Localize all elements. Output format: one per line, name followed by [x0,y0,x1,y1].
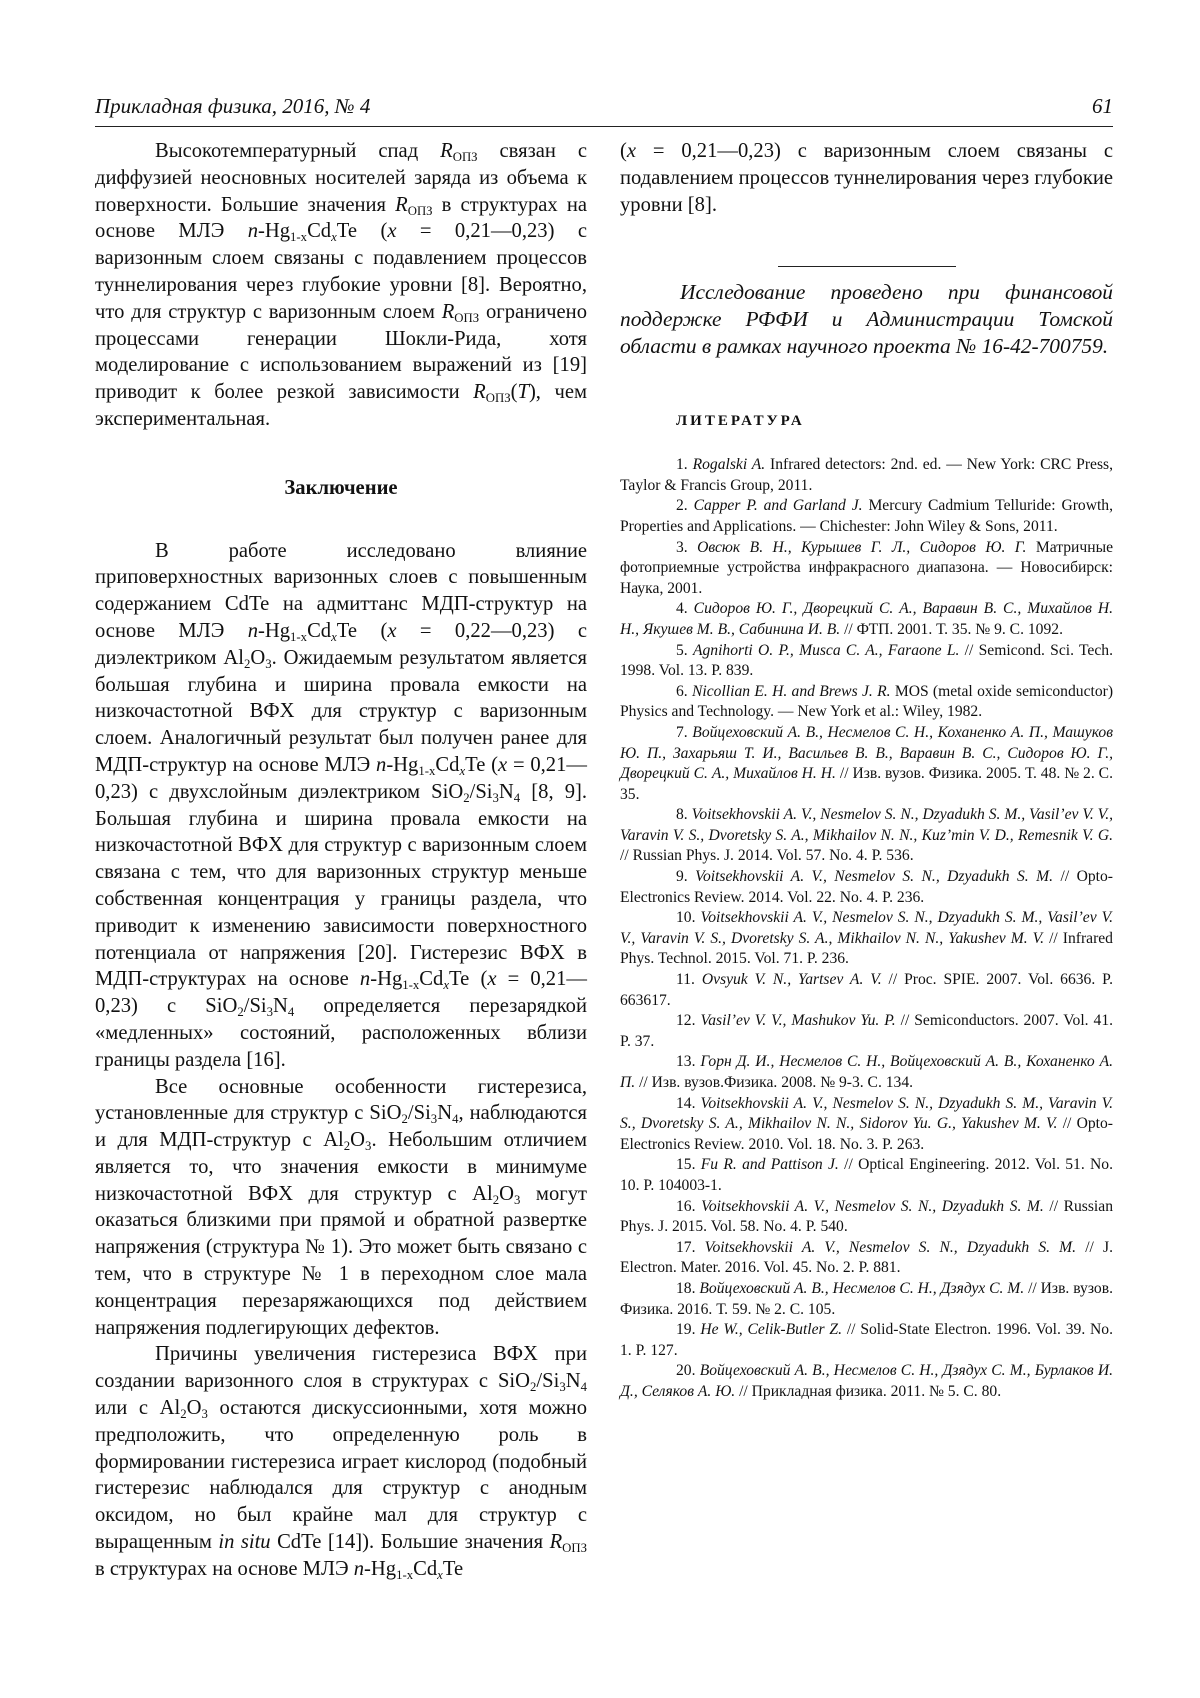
reference-number: 4. [676,600,688,618]
reference-item [620,682,1113,723]
reference-source: // Semiconductors. 2007. Vol. 41. P. 37. [620,1012,1114,1050]
page-number: 61 [1092,94,1113,118]
reference-number: 2. [676,497,688,515]
reference-item [620,641,1113,682]
reference-authors: Voitsekhovskii A. V., Nesmelov S. N., Dzyadukh S. M., Vasil’ev V. V., Varavin V. S., Dvoretsky S. A., Mikhailov N. N., Yakushev M. V. [620,909,1113,947]
reference-number: 5. [676,641,688,659]
reference-authors: Voitsekhovskii A. V., Nesmelov S. N., Dzyadukh S. M. [701,1197,1044,1215]
reference-number: 11. [676,971,695,989]
acknowledgment: Исследование проведено при финансовой поддержке РФФИ и Администрации Томской области в рамках научного проекта № 16-42-700759. [620,280,1113,359]
right-column [620,138,1113,1403]
reference-authors: Capper P. and Garland J. [693,497,863,515]
reference-source: // Optical Engineering. 2012. Vol. 51. No. 10. P. 104003-1. [620,1156,1113,1194]
paragraph: Высокотемпературный спад $R_{ОПЗ}$ связан с диффузией неосновных носителей заряда из объема к поверхности. Большие значения $R_{ОПЗ}$ в структурах на основе МЛЭ $n-Hg_{1-x}Cd_xTe$ (x = 0,21—0,23) с варизонным слоем связаны с подавлением процессов туннелирования через глубокие уровни [8]. Вероятно, что для структур с варизонным слоем $R_{ОПЗ}$ ограничено процессами генерации Шокли-Рида, хотя моделирование с использованием выражений из [19] приводит к более резкой зависимости $R_{ОПЗ}(T)$, чем экспериментальная. [95,140,588,430]
reference-source: // Solid-State Electron. 1996. Vol. 39. No. 1. P. 127. [620,1321,1113,1359]
reference-source: Матричные фотоприемные устройства инфракрасного диапазона. — Новосибирск: Наука, 2001. [620,538,1113,597]
reference-number: 20. [676,1362,696,1380]
reference-item [620,1320,1113,1361]
reference-item [620,1011,1113,1052]
reference-number: 16. [676,1197,696,1215]
references-heading: ЛИТЕРАТУРА [676,413,805,430]
reference-authors: Nicollian E. H. and Brews J. R. [692,682,891,700]
reference-number: 17. [676,1238,696,1256]
reference-source: // Infrared Phys. Technol. 2015. Vol. 71. P. 236. [620,929,1113,968]
reference-authors: Fu R. and Pattison J. [700,1156,839,1174]
reference-source: // Прикладная физика. 2011. № 5. С. 80. [739,1382,1002,1400]
reference-item [620,538,1113,600]
reference-number: 8. [676,806,688,824]
reference-authors: Vasil’ev V. V., Mashukov Yu. P. [700,1012,896,1030]
reference-item [620,805,1113,867]
reference-number: 13. [676,1053,696,1071]
reference-source: Mercury Cadmium Telluride: Growth, Properties and Applications. — Chichester: John Wiley & Sons, 2011. [620,497,1114,535]
reference-item [620,1197,1113,1238]
reference-item [620,1238,1113,1279]
reference-item [620,723,1113,805]
paragraph: Все основные особенности гистерезиса, установленные для структур с $SiO_2/Si_3N_4$, наблюдаются и для МДП-структур с $Al_2O_3$. Небольшим отличием является то, что значения емкости в минимуме низкочастотной ВФХ для структур с $Al_2O_3$ могут оказаться близкими при прямой и обратной развертке напряжения (структура № 1). Это может быть связано с тем, что в структуре № 1 в переходном слое мала концентрация перезаряжающихся под действием напряжения подлегирующих дефектов. [95,1075,588,1339]
reference-source: MOS (metal oxide semiconductor) Physics and Technology. — New York et al.: Wiley, 1982. [620,682,1114,721]
reference-source: // Изв. вузов. Физика. 2016. Т. 59. № 2. С. 105. [620,1279,1113,1318]
reference-number: 10. [676,909,696,927]
reference-authors: Сидоров Ю. Г., Дворецкий С. А., Варавин В. С., Михайлов Н. Н., Якушев М. В., Сабинина И. В. [620,600,1113,638]
reference-item [620,599,1113,640]
reference-source: // Semicond. Sci. Tech. 1998. Vol. 13. P. 839. [620,641,1113,680]
paragraph: Причины увеличения гистерезиса ВФХ при создании варизонного слоя в структурах с $SiO_2/Si_3N_4$ или с $Al_2O_3$ остаются дискуссионными, хотя можно предположить, что определенную роль в формировании гистерезиса играет кислород (подобный гистерезис наблюдался для структур с анодным оксидом, но был крайне мал для структур с выращенным in situ CdTe [14]). Большие значения $R_{ОПЗ}$ в структурах на основе МЛЭ $n-Hg_{1-x}Cd_xTe$ [95,1343,587,1582]
reference-authors: Горн Д. И., Несмелов С. Н., Войцеховский А. В., Коханенко А. П. [620,1053,1113,1091]
running-header [95,90,1113,127]
separator-line [778,266,956,267]
reference-authors: Ovsyuk V. N., Yartsev A. V. [701,971,882,989]
reference-number: 7. [676,723,688,741]
reference-source: // ФТП. 2001. Т. 35. № 9. С. 1092. [844,620,1063,638]
references-list [620,455,1113,1402]
paragraph: (x = 0,21—0,23) с варизонным слоем связаны с подавлением процессов туннелирования через глубокие уровни [8]. [620,140,1113,216]
reference-item [620,970,1113,1011]
reference-number: 18. [676,1279,696,1297]
reference-item [620,1155,1113,1196]
reference-source: // Opto-Electronics Review. 2010. Vol. 18. No. 3. P. 263. [620,1115,1114,1153]
reference-item [620,1361,1113,1402]
reference-item [620,867,1113,908]
reference-authors: Овсюк В. Н., Курышев Г. Л., Сидоров Ю. Г. [697,538,1027,556]
reference-number: 6. [676,682,688,700]
reference-authors: Voitsekhovskii A. V., Nesmelov S. N., Dzyadukh S. M. [704,1238,1077,1256]
reference-number: 9. [676,868,688,886]
reference-source: // Proc. SPIE. 2007. Vol. 6636. P. 663617. [620,971,1113,1009]
reference-number: 3. [676,538,688,556]
reference-authors: Voitsekhovskii A. V., Nesmelov S. N., Dzyadukh S. M., Vasil’ev V. V., Varavin V. S., Dvoretsky S. A., Mikhailov N. N., Kuz’min V. D., Remesnik V. G. [620,806,1113,844]
reference-number: 14. [676,1094,696,1112]
paragraph: В работе исследовано влияние приповерхностных варизонных слоев с повышенным содержанием CdTe на адмиттанс МДП-структур на основе МЛЭ $n-Hg_{1-x}Cd_xTe$ (x = 0,22—0,23) с диэлектриком $Al_2O_3$. Ожидаемым результатом является большая глубина и ширина провала емкости на низкочастотной ВФХ для структур с варизонным слоем. Аналогичный результат был получен ранее для МДП-структур на основе МЛЭ $n-Hg_{1-x}Cd_xTe$ (x = 0,21—0,23) с двухслойным диэлектриком $SiO_2/Si_3N_4$ [8, 9]. Большая глубина и ширина провала емкости на низкочастотной ВФХ для структур с варизонным слоем связана с тем, что для варизонных структур меньше собственная концентрация у границы раздела, что приводит к изменению зависимости поверхностного потенциала от напряжения [20]. Гистерезис ВФХ в МДП-структурах на основе $n-Hg_{1-x}Cd_xTe$ (x = 0,21—0,23) с $SiO_2/Si_3N_4$ определяется перезарядкой «медленных» состояний, расположенных вблизи границы раздела [16]. [95,539,587,1071]
reference-source: // Russian Phys. J. 2015. Vol. 58. No. 4. P. 540. [620,1197,1113,1236]
journal-title: Прикладная физика, 2016, № 4 [95,94,371,118]
reference-source: // Изв. вузов. Физика. 2005. Т. 48. № 2. С. 35. [620,765,1113,803]
reference-authors: Войцеховский А. В., Несмелов С. Н., Коханенко А. П., Машуков Ю. П., Захарьяш Т. И., Васильев В. В., Варавин В. С., Сидоров Ю. Г., Дворецкий С. А., Михайлов Н. Н. [620,723,1113,783]
reference-authors: Voitsekhovskii A. V., Nesmelov S. N., Dzyadukh S. M., Varavin V. S., Dvoretsky S. A., Mikhailov N. N., Sidorov Yu. G., Yakushev M. V. [620,1094,1113,1133]
reference-source: Infrared detectors: 2nd. ed. — New York: CRC Press, Taylor & Francis Group, 2011. [620,456,1113,494]
left-column [95,138,587,1583]
reference-item [620,1052,1113,1093]
reference-item [620,1094,1113,1156]
reference-authors: Войцеховский А. В., Несмелов С. Н., Дзядух С. М. [699,1279,1025,1297]
reference-item [620,455,1113,496]
reference-item [620,496,1113,537]
reference-source: // Russian Phys. J. 2014. Vol. 57. No. 4. P. 536. [620,847,914,865]
reference-authors: Voitsekhovskii A. V., Nesmelov S. N., Dzyadukh S. M. [695,868,1054,886]
reference-authors: Agnihorti O. P., Musca C. A., Faraone L. [692,641,960,659]
reference-source: // Изв. вузов.Физика. 2008. № 9-3. С. 134. [639,1074,914,1091]
reference-item [620,1279,1113,1320]
reference-authors: He W., Celik-Butler Z. [700,1321,842,1339]
reference-source: // Opto-Electronics Review. 2014. Vol. 22. No. 4. P. 236. [620,868,1113,906]
section-heading: Заключение [284,476,398,499]
reference-number: 12. [676,1012,696,1030]
reference-authors: Войцеховский А. В., Несмелов С. Н., Дзядух С. М., Бурлаков И. Д., Селяков А. Ю. [620,1362,1114,1400]
reference-number: 1. [676,456,688,474]
reference-number: 15. [676,1156,696,1174]
reference-number: 19. [676,1321,696,1339]
reference-authors: Rogalski A. [692,456,766,474]
reference-source: // J. Electron. Mater. 2016. Vol. 45. No. 2. P. 881. [620,1238,1113,1277]
reference-item [620,908,1113,970]
